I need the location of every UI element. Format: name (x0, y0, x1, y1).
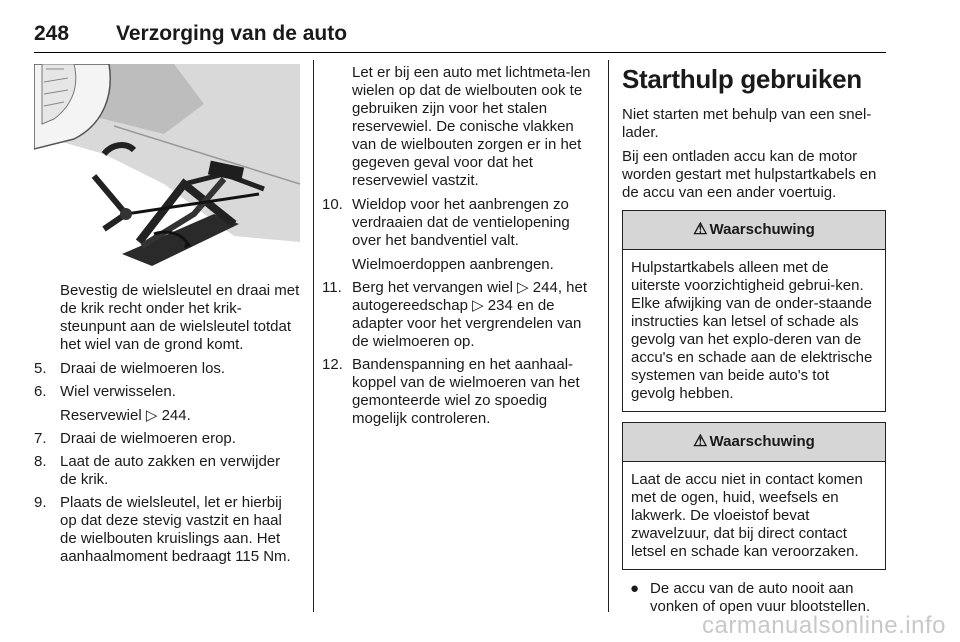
warning-text: Laat de accu niet in contact komen met de ogen, huid, weefsels en lakwerk. De vloeistof bevat zwavelzuur, dat bij direct contact letsel en schade kan veroorzaken. (631, 471, 863, 560)
section-title: Starthulp gebruiken (622, 64, 862, 94)
list-item: 7. Draai de wielmoeren erop. (34, 430, 236, 447)
column-middle (322, 64, 596, 433)
list-item: 10. Wieldop voor het aanbrengen zo verdraaien dat de ventielopening over het bandventiel valt. Wielmoerdoppen aanbrengen. (322, 196, 570, 273)
jack-figure (34, 64, 300, 274)
column-left (34, 64, 300, 571)
page-header (34, 22, 886, 53)
cross-reference: Reservewiel ▷ 244. (60, 407, 191, 424)
column-divider (608, 60, 609, 612)
list-item: 6. Wiel verwisselen. Reservewiel ▷ 244. (34, 383, 300, 425)
warning-triangle-icon: ⚠ (693, 433, 708, 450)
paragraph: Niet starten met behulp van een snel-lader. (622, 106, 872, 141)
list-item: 8. Laat de auto zakken en verwijder de krik. (34, 453, 281, 488)
bullet-item: ● De accu van de auto nooit aan vonken of open vuur blootstellen. (630, 580, 871, 615)
paragraph: Bij een ontladen accu kan de motor worden gestart met hulpstartkabels en de accu van een ander voertuig. (622, 148, 877, 201)
chapter-title: Verzorging van de auto (116, 22, 348, 45)
page-number: 248 (34, 22, 70, 45)
warning-header: ⚠ Waarschuwing (623, 211, 885, 250)
column-right (622, 64, 886, 616)
warning-header: ⚠ Waarschuwing (623, 423, 885, 462)
intro-paragraph: Let er bij een auto met lichtmeta-len wielen op dat de wielbouten ook te gebruiken zijn voor het stalen reservewiel. De conische vlakken van de wielbouten zorgen er in het gegeven geval voor dat het reservewiel vastzit. (352, 64, 591, 189)
jack-under-car-illustration (34, 64, 300, 274)
list-item: 9. Plaats de wielsleutel, let er hierbij op dat deze stevig vastzit en haal de wielbouten kruislings aan. Het aanhaalmoment bedraagt 115 Nm. (34, 494, 291, 565)
list-item: 11. Berg het vervangen wiel ▷ 244, het autogereedschap ▷ 234 en de adapter voor het vergrendelen van de wielmoeren op. (322, 279, 588, 350)
column-divider (313, 60, 314, 612)
warning-box (622, 422, 886, 570)
bullet-icon: ● (630, 580, 640, 597)
warning-text: Hulpstartkabels alleen met de uiterste voorzichtigheid gebrui-ken. Elke afwijking van de onder-staande instructies kan letsel of schade als gevolg van het explo-deren van de accu's en schade aan de elektrische systemen van beide auto's tot gevolg hebben. (631, 259, 873, 402)
list-item: 12. Bandenspanning en het aanhaal-koppel van de wielmoeren van het gemonteerde wiel zo spoedig mogelijk controleren. (322, 356, 580, 427)
list-item: 5. Draai de wielmoeren los. (34, 360, 226, 377)
warning-triangle-icon: ⚠ (693, 221, 708, 238)
intro-paragraph: Bevestig de wielsleutel en draai met de krik recht onder het krik-steunpunt aan de wielsleutel totdat het wiel van de grond komt. (60, 282, 300, 353)
warning-box (622, 210, 886, 412)
watermark: carmanualsonline.info (702, 612, 946, 639)
